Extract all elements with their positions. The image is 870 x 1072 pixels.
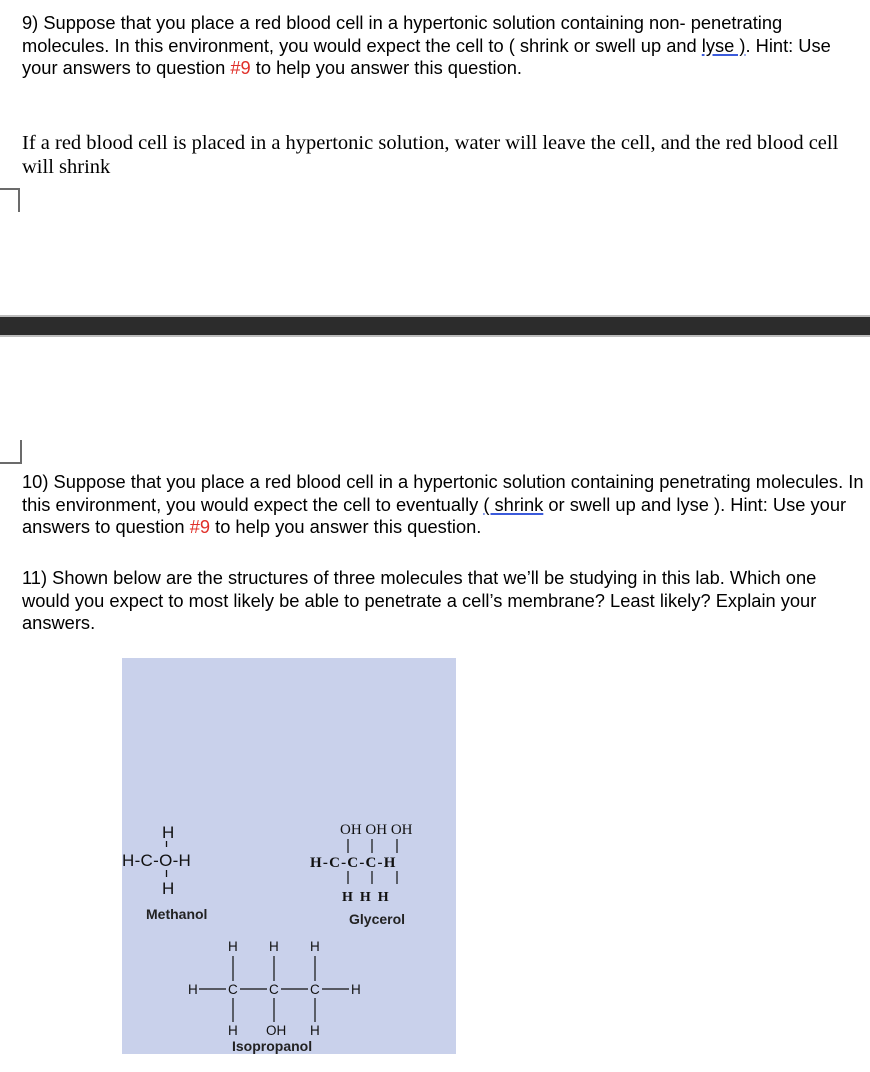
isopropanol-top-h-3: H [310,939,320,954]
glycerol-bottom-h: H H H [342,890,389,905]
question-10 [22,471,868,539]
isopropanol-label: Isopropanol [232,1038,313,1054]
isopropanol-left-h: H [188,982,198,997]
q9-question-ref: #9 [230,57,251,78]
q9-hint-end: to help you answer this question. [250,57,523,78]
isopropanol-bottom-h-1: H [228,1023,238,1038]
isopropanol-bottom-h-3: H [310,1023,320,1038]
molecule-diagram [122,658,456,1054]
q9-selected-lyse: lyse ) [701,34,746,56]
methanol-bond-row: H-C-O-H [122,851,192,870]
isopropanol-top-h-2: H [269,939,279,954]
page-divider-band [0,315,870,337]
crop-mark-top [0,188,20,212]
crop-mark-bottom [0,440,22,464]
q9-hint-text: . Hint: Use your answers to question [22,34,831,78]
methanol-top-h: H [162,823,175,842]
glycerol-structure [310,822,413,927]
isopropanol-c3: C [310,982,320,997]
q9-text: 9) Suppose that you place a red blood cell in a hypertonic solution containing non- penetrating molecules. In this environment, you would expect the cell to ( shrink or swell up and [22,12,783,56]
isopropanol-c2: C [269,982,279,997]
question-11: 11) Shown below are the structures of three molecules that we’ll be studying in this lab. Which one would you expect to most likely be able to penetrate a cell’s membrane? Least likely? Explain your answers. [22,567,817,633]
isopropanol-right-h: H [351,982,361,997]
methanol-bottom-h: H [162,879,175,898]
q10-text: 10) Suppose that you place a red blood cell in a hypertonic solution containing penetrating molecules. In this environment, you would expect the cell to eventually [22,471,864,515]
q10-question-ref: #9 [189,516,211,537]
methanol-structure [122,823,207,922]
isopropanol-structure [188,939,361,1054]
methanol-label: Methanol [146,906,208,922]
q10-selected-shrink: ( shrink [483,493,544,515]
answer-9: If a red blood cell is placed in a hypertonic solution, water will leave the cell, and the red blood cell will shrink [22,132,839,178]
q10-hint-end: to help you answer this question. [210,516,482,537]
molecule-structures-figure [122,658,456,1054]
isopropanol-top-h-1: H [228,939,238,954]
q10-hint-text: or swell up and lyse ). Hint: Use your answers to question [22,493,847,537]
isopropanol-oh: OH [266,1023,287,1038]
isopropanol-c1: C [228,982,238,997]
question-9 [22,12,868,80]
glycerol-label: Glycerol [349,911,406,927]
glycerol-bond-row: H-C-C-C-H [310,855,397,871]
glycerol-top-oh: OH OH OH [340,822,413,838]
